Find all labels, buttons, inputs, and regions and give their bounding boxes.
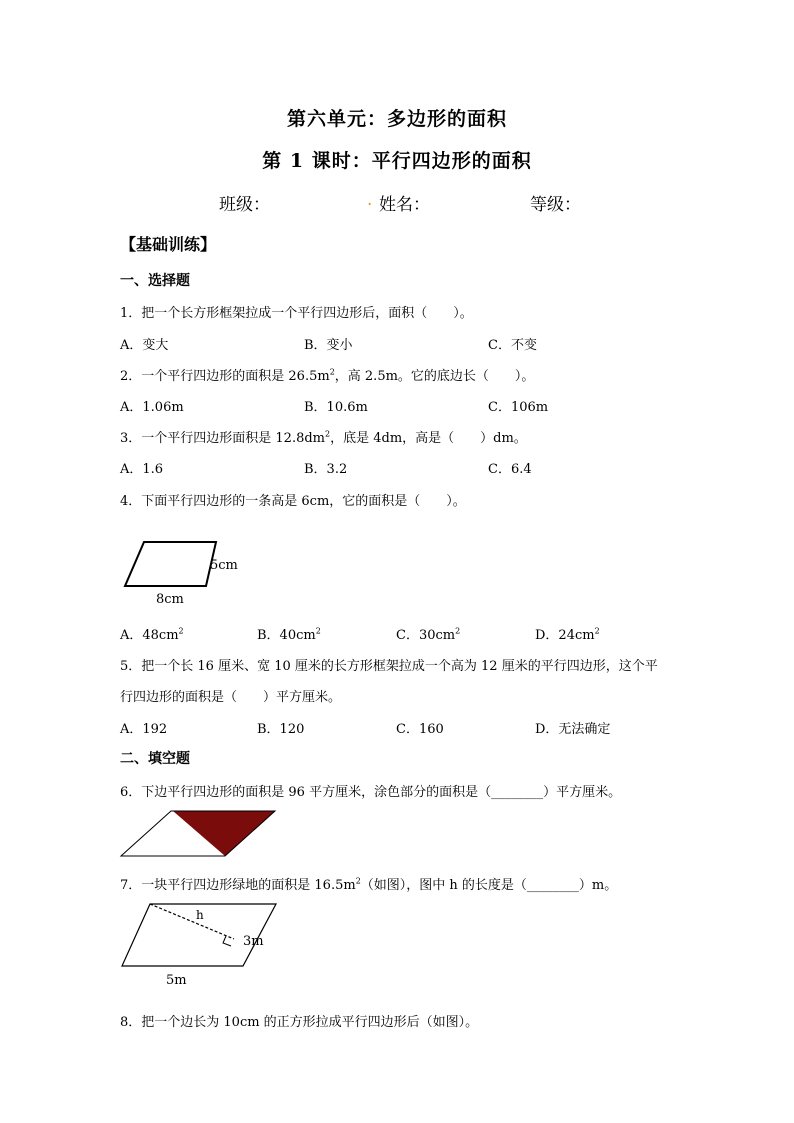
question-7 bbox=[120, 874, 617, 893]
class-label: 班级： bbox=[219, 195, 270, 215]
q3-text-pre: 3．一个平行四边形面积是 12.8dm bbox=[120, 431, 325, 446]
section-fill-title: 二、填空题 bbox=[120, 751, 190, 767]
q4-parallelogram bbox=[125, 542, 216, 586]
q6-shaded-triangle bbox=[173, 811, 275, 856]
q4-base-label: 8cm bbox=[156, 592, 184, 607]
q2-option-a: A．1.06m bbox=[120, 400, 184, 415]
grade-label: 等级： bbox=[530, 195, 581, 215]
question-8: 8．把一个边长为 10cm 的正方形拉成平行四边形后（如图）。 bbox=[120, 1015, 479, 1030]
q2-text-post: ，高 2.5m。它的底边长（ ）。 bbox=[334, 369, 535, 384]
q3-text-post: ，底是 4dm，高是（ ）dm。 bbox=[330, 431, 527, 446]
q3-option-a: A．1.6 bbox=[120, 462, 164, 477]
name-label: 姓名： bbox=[379, 195, 430, 215]
q7-base-label: 5m bbox=[166, 973, 187, 988]
lesson-title: 第 1 课时：平行四边形的面积 bbox=[262, 150, 532, 172]
question-6: 6．下边平行四边形的面积是 96 平方厘米，涂色部分的面积是（________）平方厘米。 bbox=[120, 785, 622, 800]
q4-side-label: 5cm bbox=[210, 558, 238, 573]
q3-sup: 2 bbox=[325, 429, 331, 439]
q3-option-c: C．6.4 bbox=[488, 462, 532, 477]
q1-option-c: C．不变 bbox=[488, 338, 537, 353]
unit-title: 第六单元：多边形的面积 bbox=[286, 108, 507, 130]
q1-option-a: A．变大 bbox=[120, 338, 169, 353]
q1-option-b: B．变小 bbox=[304, 338, 353, 353]
q7-h-label: h bbox=[196, 908, 204, 922]
question-4: 4．下面平行四边形的一条高是 6cm，它的面积是（ ）。 bbox=[120, 494, 466, 509]
separator-dot: . bbox=[367, 190, 373, 210]
question-2 bbox=[120, 365, 534, 384]
q7-side-label: 3m bbox=[243, 934, 264, 949]
q7-height-line bbox=[150, 904, 234, 939]
q7-text-post: （如图），图中 h 的长度是（________）m。 bbox=[360, 878, 618, 893]
q5-option-d: D．无法确定 bbox=[535, 722, 611, 737]
q4-option-c: C．$30cm^2$ bbox=[396, 626, 461, 643]
q2-option-b: B．10.6m bbox=[304, 400, 368, 415]
q7-text-pre: 7．一块平行四边形绿地的面积是 16.5m bbox=[120, 878, 356, 893]
basic-training-heading: 【基础训练】 bbox=[120, 235, 217, 254]
q5-option-a: A．192 bbox=[120, 722, 168, 737]
question-1: 1．把一个长方形框架拉成一个平行四边形后，面积（ ）。 bbox=[120, 306, 473, 321]
q7-parallelogram-figure bbox=[118, 898, 278, 990]
q2-option-c: C．106m bbox=[488, 400, 549, 415]
q4-option-b: B．$40cm^2$ bbox=[257, 626, 321, 643]
question-5-line-1: 5．把一个长 16 厘米、宽 10 厘米的长方形框架拉成一个高为 12 厘米的平行四边形，这个平 bbox=[120, 659, 658, 674]
q6-parallelogram-figure bbox=[120, 810, 280, 860]
question-5-line-2: 行四边形的面积是（ ）平方厘米。 bbox=[120, 690, 342, 705]
q2-sup: 2 bbox=[329, 367, 335, 377]
q3-option-b: B．3.2 bbox=[304, 462, 348, 477]
q5-option-b: B．120 bbox=[257, 722, 305, 737]
q2-text-pre: 2．一个平行四边形的面积是 26.5m bbox=[120, 369, 330, 384]
q4-option-a: A．$48cm^2$ bbox=[120, 626, 184, 643]
q4-parallelogram-figure bbox=[118, 534, 248, 606]
question-3 bbox=[120, 427, 527, 446]
q7-sup: 2 bbox=[355, 876, 361, 886]
q5-option-c: C．160 bbox=[396, 722, 444, 737]
q4-option-d: D．$24cm^2$ bbox=[535, 626, 600, 643]
section-choice-title: 一、选择题 bbox=[120, 273, 190, 289]
